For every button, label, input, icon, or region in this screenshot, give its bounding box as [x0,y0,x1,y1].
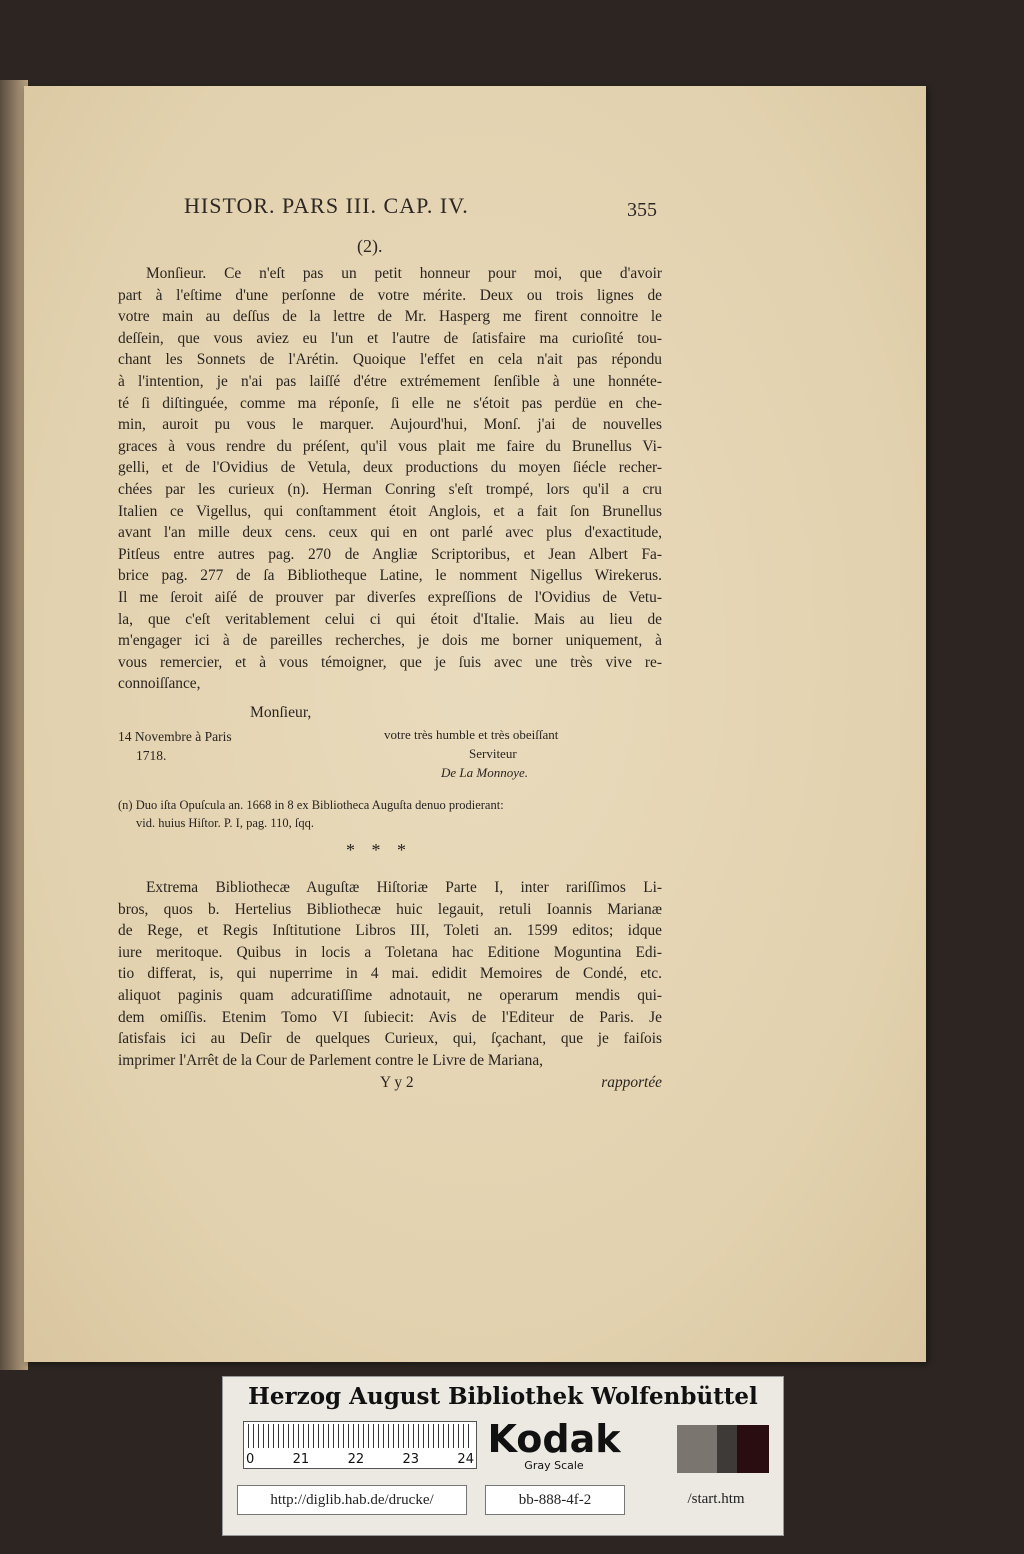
text-line: à l'intention, je n'ai pas laiſſé d'étre extrémement ſenſible à une honnéte- [118,372,662,390]
text-line: dem omiſſis. Etenim Tomo VI ſubiecit: Avis de l'Editeur de Paris. Je [118,1008,662,1026]
text-line: tio differat, is, qui nuperrime in 4 mai. edidit Memoires de Condé, etc. [118,965,662,983]
latin-body [118,877,662,1071]
start-label: /start.htm [687,1491,745,1507]
shelfmark-label: bb-888-4f-2 [485,1485,625,1515]
ruler-number: 21 [292,1452,310,1467]
ruler-number: 0 [246,1452,255,1467]
date-year: 1718. [136,748,167,763]
footnote-line-2: vid. huius Hiſtor. P. I, pag. 110, ſqq. [136,816,315,830]
signature-line-2: Serviteur [469,746,517,761]
scale-ruler [243,1421,477,1469]
text-line: avant l'an mille deux cens. ceux qui en ont parlé avec plus d'exactitude, [118,524,662,542]
text-line: m'engager ici à de pareilles recherches, je dois me borner uniquement, à [118,632,662,650]
text-line: té ſi diſtinguée, comme ma réponſe, ſi elle ne s'étoit pas perdüe en che- [118,394,662,412]
text-line: Extrema Bibliothecæ Auguſtæ Hiſtoriæ Parte I, inter rariſſimos Li- [146,879,662,896]
letter-signature [384,725,558,782]
closing-salutation: Monſieur, [250,704,312,721]
gray-swatch-mid [677,1425,717,1473]
text-line: gelli, et de l'Ovidius de Vetula, deux productions du moyen ſiécle recher- [118,459,662,477]
text-line: vous remercier, et à vous témoigner, que je ſuis avec une très vive re- [118,653,662,671]
text-line: part à l'eſtime d'une perſonne de votre mérite. Deux ou trois lignes de [118,286,662,304]
signature-mark: Y y 2 [380,1074,414,1091]
text-line: chées par les curieux (n). Herman Conring s'eſt trompé, lors qu'il a cru [118,480,662,498]
text-line: graces à vous rendre du préſent, qu'il vous plait me faire du Brunellus Vi- [118,437,662,455]
text-line: ſatisfais ici au Deſir de quelques Curieux, qui, ſçachant, que je faiſois [118,1030,662,1048]
ruler-ticks [248,1424,472,1448]
ruler-number: 23 [402,1452,420,1467]
kodak-logo [487,1417,621,1472]
text-line: aliquot paginis quam adcuratiſſime adnotauit, ne operarum mendis qui- [118,986,662,1004]
text-line: Il me ſeroit aiſé de prouver par diverſes expreſſions de l'Ovidius de Vetu- [118,588,662,606]
ruler-numbers [246,1452,474,1467]
footnote [118,796,668,832]
text-line: votre main au deſſus de la lettre de Mr. Hasperg me firent connoitre le [118,308,662,326]
text-line: de Rege, et Regis Inſtitutione Libros III, Toleti an. 1599 editos; idque [118,922,662,940]
text-line: bros, quos b. Hertelius Bibliothecæ huic legauit, retuli Ioannis Marianæ [118,900,662,918]
text-line: Monſieur. Ce n'eſt pas un petit honneur pour moi, que d'avoir [146,265,662,282]
footnote-line-1: (n) Duo iſta Opuſcula an. 1668 in 8 ex Bibliotheca Auguſta denuo prodierant: [118,798,504,812]
gray-swatch-dark [717,1425,737,1473]
section-separator: * * * [346,840,412,860]
ruler-number: 24 [457,1452,474,1467]
text-line: min, auroit pu vous le marquer. Aujourd'hui, Monſ. j'ai de nouvelles [118,416,662,434]
text-line: brice pag. 277 de ſa Bibliotheque Latine, le nomment Nigellus Wirekerus. [118,567,662,585]
letter-date [118,727,232,765]
color-calibration-card [222,1376,784,1536]
text-line: imprimer l'Arrêt de la Cour de Parlement contre le Livre de Mariana, [118,1051,543,1069]
gray-scale-label: Gray Scale [524,1459,584,1472]
text-line: connoiſſance, [118,675,201,693]
text-line: chant les Sonnets de l'Arétin. Quoique l'effet en cela n'ait pas répondu [118,351,662,369]
page-number: 355 [627,199,657,221]
url-label: http://diglib.hab.de/drucke/ [237,1485,467,1515]
gray-swatch-black [737,1425,769,1473]
ruler-number: 22 [347,1452,365,1467]
running-head: HISTOR. PARS III. CAP. IV. [184,193,469,218]
catchword: rapportée [601,1074,662,1091]
date-place: 14 Novembre à Paris [118,729,232,744]
letter-body [118,263,662,695]
signature-name: De La Monnoye. [441,765,529,780]
letter-marker: (2). [357,236,383,256]
text-line: la, que c'eſt veritablement celui ci qui étoit d'Italie. Mais au lieu de [118,610,662,628]
text-line: iure meritoque. Quibus in locis a Toletana hac Editione Moguntina Edi- [118,943,662,961]
text-line: Italien ce Vigellus, qui conſtamment étoit Anglois, et a fait ſon Brunellus [118,502,662,520]
signature-line-1: votre très humble et très obeiſſant [384,727,559,742]
card-title: Herzog August Bibliothek Wolfenbüttel [248,1383,758,1410]
text-line: deſſein, que vous aviez eu l'un et l'autre de ſatisfaire ma curioſité tou- [118,329,662,347]
text-line: Pitſeus entre autres pag. 270 de Angliæ Scriptoribus, et Jean Albert Fa- [118,545,662,563]
brand-name: Kodak [487,1417,621,1461]
